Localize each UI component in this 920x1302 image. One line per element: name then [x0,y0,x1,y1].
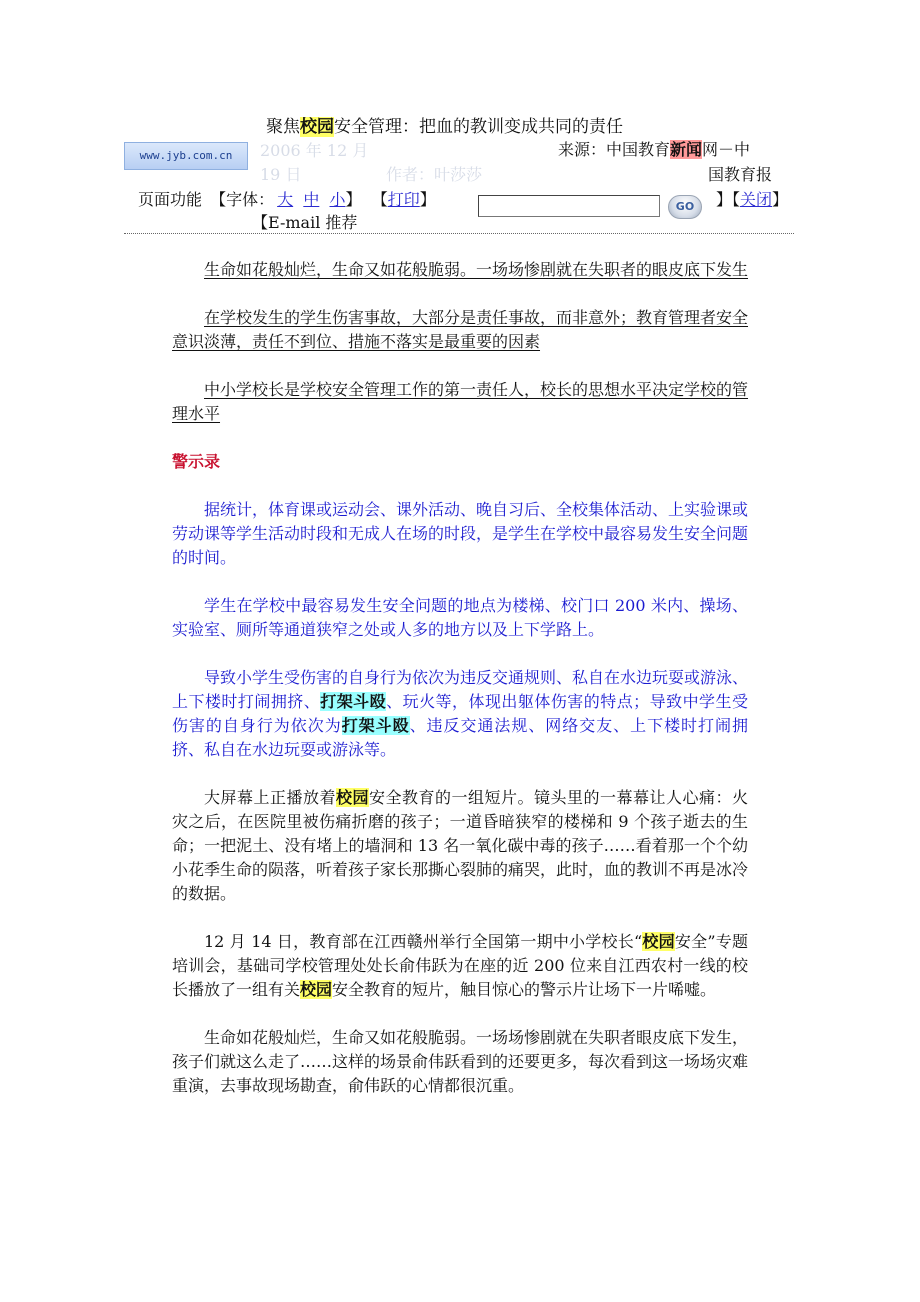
body-paragraph-2 [172,930,748,1002]
section-heading: 警示录 [172,452,221,471]
article-body [172,258,748,1122]
body-p2-highlight-1: 校园 [642,932,675,951]
warning-paragraph-1: 据统计，体育课或运动会、课外活动、晚自习后、全校集体活动、上实验课或劳动课等学生活动时段和无成人在场的时段，是学生在学校中最容易发生安全问题的时间。 [172,500,749,567]
warning-p3-part-a: 导致小学生受伤害的自身行为依次为违反交通规则、私自在水边玩耍或游泳、上下楼时打闹拥挤、 [172,668,749,711]
font-large-link[interactable]: 大 [277,190,294,209]
title-highlight: 校园 [300,117,334,137]
source-line2: 国教育报 [708,165,773,184]
font-size-label: 【字体： [210,190,275,209]
search-input[interactable] [478,195,660,217]
email-recommend[interactable]: 【E-mail 推荐 [252,213,358,232]
body-p2-part-c: 安全教育的短片，触目惊心的警示片让场下一片唏嘘。 [332,980,717,999]
lead-paragraph-2: 在学校发生的学生伤害事故，大部分是责任事故，而非意外；教育管理者安全意识淡薄，责任不到位、措施不落实是最重要的因素 [172,308,749,351]
source-highlight: 新闻 [670,140,703,159]
warning-p3-part-c: 、违反交通法规、网络交友、上下楼时打闹拥挤、私自在水边玩耍或游泳等。 [172,716,748,759]
warning-p3-highlight-1: 打架斗殴 [320,692,387,711]
title-suffix: 安全管理：把血的教训变成共同的责任 [334,117,623,137]
header-divider [124,233,794,234]
lead-paragraph-3: 中小学校长是学校安全管理工作的第一责任人，校长的思想水平决定学校的管理水平 [172,380,749,423]
print-bracket-close: 】 [419,190,436,209]
site-logo[interactable]: www.jyb.com.cn [124,142,248,170]
publish-date-line1: 2006 年 12 月 [260,141,369,160]
font-medium-link[interactable]: 中 [303,190,320,209]
author-label: 作者：叶莎莎 [386,165,483,184]
source-suffix: 网－中 [702,140,751,159]
font-size-close: 】 [345,190,362,209]
body-p2-part-b: 安全”专题培训会，基础司学校管理处处长俞伟跃为在座的近 200 位来自江西农村一线的校长播放了一组有关 [172,932,748,999]
article-title [266,112,623,137]
close-control [716,187,788,210]
source-prefix: 来源：中国教育 [558,140,671,159]
close-bracket-open: 】【 [716,190,741,209]
go-button[interactable]: GO [668,195,702,219]
warning-p3-highlight-2: 打架斗殴 [341,716,410,735]
close-bracket-end: 】 [772,190,789,209]
warning-paragraph-2: 学生在学校中最容易发生安全问题的地点为楼梯、校门口 200 米内、操场、实验室、厕所等通道狭窄之处或人多的地方以及上下学路上。 [172,596,748,639]
source-line1 [558,137,750,160]
body-p2-highlight-2: 校园 [300,980,333,999]
page-functions-bar [138,187,436,210]
warning-paragraph-3 [172,666,748,762]
font-small-link[interactable]: 小 [329,190,346,209]
body-p1-part-b: 安全教育的一组短片。镜头里的一幕幕让人心痛：火灾之后，在医院里被伤痛折磨的孩子；一道昏暗狭窄的楼梯和 9 个孩子逝去的生命；一把泥土、没有堵上的墙洞和 13 名一氧化碳中毒的孩子……看着那一个个幼小花季生命的陨落，听着孩子家长那撕心裂肺的痛哭，此时，血的教训不再是冰冷的数据。 [172,788,749,903]
close-link[interactable]: 关闭 [740,190,773,209]
lead-paragraph-1: 生命如花般灿烂，生命又如花般脆弱。一场场惨剧就在失职者的眼皮底下发生 [204,260,749,279]
body-paragraph-3: 生命如花般灿烂，生命又如花般脆弱。一场场惨剧就在失职者眼皮底下发生，孩子们就这么走了……这样的场景俞伟跃看到的还要更多，每次看到这一场场灾难重演，去事故现场勘查，俞伟跃的心情都很沉重。 [172,1028,749,1095]
body-paragraph-1 [172,786,748,906]
print-link[interactable]: 打印 [387,190,420,209]
print-bracket-open: 【 [371,190,388,209]
title-prefix: 聚焦 [266,117,300,137]
warning-p3-part-b: 、玩火等，体现出躯体伤害的特点；导致中学生受伤害的自身行为依次为 [172,692,748,735]
body-p1-part-a: 大屏幕上正播放着 [204,788,336,807]
page-functions-label: 页面功能 [138,190,203,209]
body-p2-part-a: 12 月 14 日，教育部在江西赣州举行全国第一期中小学校长“ [204,932,643,951]
publish-date-line2: 19 日 [260,165,302,184]
body-p1-highlight: 校园 [336,788,369,807]
